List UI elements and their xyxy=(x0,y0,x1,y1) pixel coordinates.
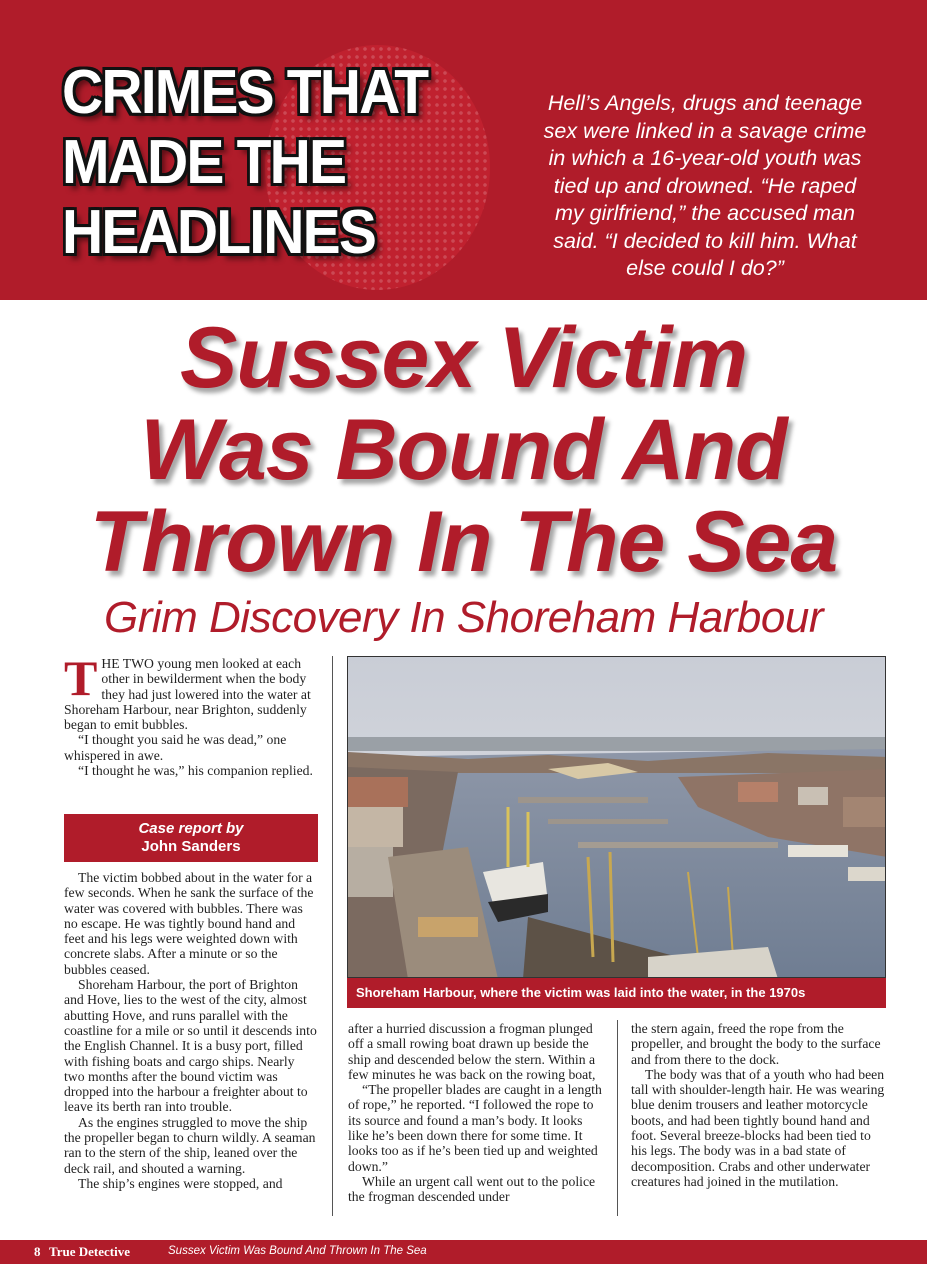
article-title xyxy=(0,312,927,588)
title-line: Thrown In The Sea xyxy=(89,494,838,590)
standfirst-line: said. “I decided to kill him. What xyxy=(553,228,857,253)
byline-author: John Sanders xyxy=(141,838,241,855)
lead-text: HE TWO young men looked at each other in bewilderment when the body they had just lowered into the water at Shoreham Harbour, near Brighton, suddenly began to emit bubbles. xyxy=(64,656,311,733)
harbour-photo xyxy=(347,656,886,978)
byline-label: Case report by xyxy=(138,820,244,837)
paragraph: While an urgent call went out to the police the frogman descended under xyxy=(348,1173,596,1205)
paragraph: Shoreham Harbour, the port of Brighton and Hove, lies to the west of the city, almost abutting Hove, and runs parallel with the coastline for a mile or so until it descends into the English Channel. It is a busy port, filled with fishing boats and cargo ships. Nearly two months after the bound victim was dropped into the harbour a freighter about to leave its berth ran into trouble. xyxy=(64,977,317,1115)
column-rule xyxy=(332,656,333,1216)
paragraph: “The propeller blades are caught in a length of rope,” he reported. “I followed the rope to its source and found a man’s body. It looks like he’s been down there for some time. It looks too as if he’s been tied up and weighted down.” xyxy=(348,1082,602,1174)
page-footer xyxy=(0,1240,927,1264)
standfirst-line: tied up and drowned. “He raped xyxy=(553,173,857,198)
standfirst xyxy=(505,90,905,283)
drop-cap: T xyxy=(64,650,98,706)
paragraph: “I thought he was,” his companion replied. xyxy=(78,763,313,779)
header-banner xyxy=(0,0,927,300)
paragraph: “I thought you said he was dead,” one whispered in awe. xyxy=(64,732,287,763)
series-kicker xyxy=(62,58,482,268)
article-subtitle: Grim Discovery In Shoreham Harbour xyxy=(103,593,823,642)
standfirst-line: else could I do?” xyxy=(626,256,784,280)
paragraph: The ship’s engines were stopped, and xyxy=(78,1175,283,1191)
article-column-3 xyxy=(631,1021,887,1189)
standfirst-line: Hell’s Angels, drugs and teenage xyxy=(547,91,863,115)
standfirst-line: my girlfriend,” the accused man xyxy=(555,201,855,225)
paragraph: The body was that of a youth who had been tall with shoulder-length hair. He was wearing blue denim trousers and leather motorcycle boots, and had been tightly bound hand and foot. Several breeze-blocks had been tied to his legs. The body was in a bad state of decomposition. Crabs and other underwater creatures had joined in the mutilation. xyxy=(631,1066,885,1189)
byline-box xyxy=(64,814,318,862)
paragraph: after a hurried discussion a frogman plunged off a small rowing boat drawn up beside the ship and descended below the stern. Within a few minutes he was back on the rowing boat, xyxy=(348,1021,596,1082)
title-line: Was Bound And xyxy=(140,402,787,498)
paragraph: the stern again, freed the rope from the propeller, and brought the body to the surface and from there to the dock. xyxy=(631,1021,881,1067)
column-rule xyxy=(617,1020,618,1216)
paragraph: The victim bobbed about in the water for a few seconds. When he sank the surface of the water was covered with bubbles. There was no escape. He was tightly bound hand and feet and his legs were weighted down with concrete slabs. After a minute or so the bubbles ceased. xyxy=(64,870,314,977)
kicker-line: CRIMES THAT xyxy=(62,58,428,127)
article-column-1-bottom xyxy=(64,870,318,1191)
article-column-1-top xyxy=(64,650,318,779)
kicker-line: HEADLINES xyxy=(62,198,376,267)
article-column-2 xyxy=(348,1021,602,1205)
standfirst-line: sex were linked in a savage crime xyxy=(543,118,867,143)
paragraph: As the engines struggled to move the ship the propeller began to churn wildly. A seaman ran to the stern of the ship, leaned over the deck rail, and shouted a warning. xyxy=(64,1114,316,1176)
title-line: Sussex Victim xyxy=(180,310,747,406)
kicker-line: MADE THE xyxy=(62,128,346,197)
magazine-name: True Detective xyxy=(49,1244,130,1259)
harbour-photo-illustration xyxy=(348,657,886,978)
lead-paragraph xyxy=(64,650,318,733)
photo-caption: Shoreham Harbour, where the victim was laid into the water, in the 1970s xyxy=(347,978,886,1008)
page-number: 8 xyxy=(34,1244,41,1259)
standfirst-line: in which a 16-year-old youth was xyxy=(548,146,862,170)
footer-article-title: Sussex Victim Was Bound And Thrown In The Sea xyxy=(168,1245,427,1257)
